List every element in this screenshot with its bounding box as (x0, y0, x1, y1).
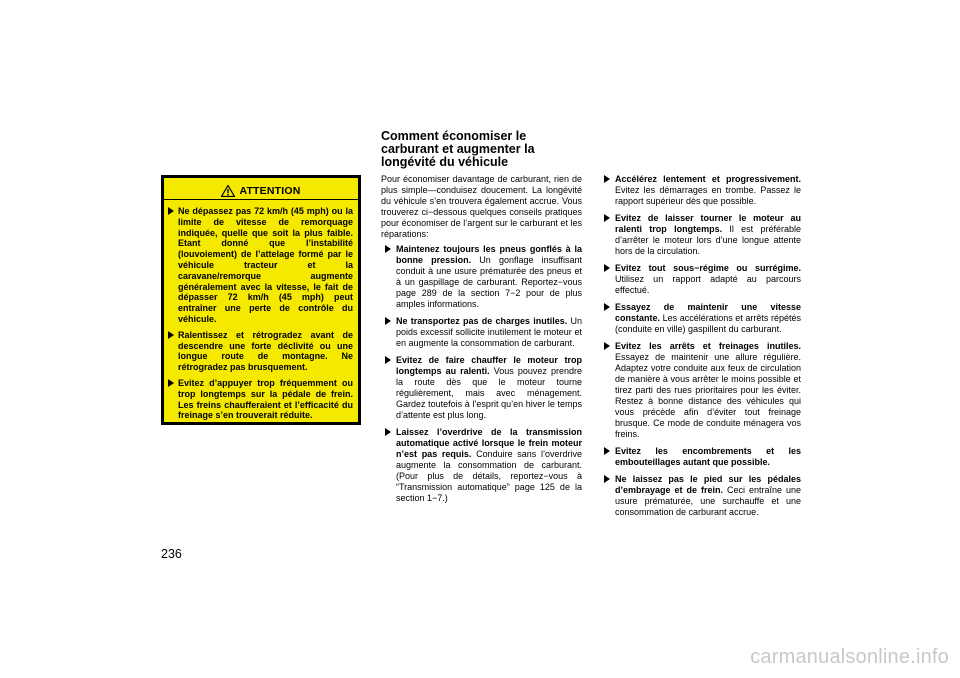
bullet-icon (168, 207, 174, 215)
warning-list (168, 206, 353, 421)
page-number: 236 (161, 547, 182, 561)
warning-header (164, 182, 358, 200)
warning-item: Evitez d’appuyer trop fréquemment ou trop longtemps sur la pédale de frein. Les freins chaufferaient et l’efficacité du freinage s’en trouverait réduite. (168, 378, 353, 421)
tip-item: Evitez de laisser tourner le moteur au ralenti trop longtemps. Il est préférable d’arrêter le moteur lors d’une longue attente hors de la circulation. (600, 213, 801, 257)
tip-item: Evitez les encombrements et les embouteillages autant que possible. (600, 446, 801, 468)
bullet-icon (604, 175, 610, 183)
bullet-icon (604, 342, 610, 350)
intro-paragraph: Pour économiser davantage de carburant, rien de plus simple—conduisez doucement. La longévité du véhicule s’en trouvera également accrue. Vous trouverez ci−dessous quelques conseils pratiques pour économiser de l’argent sur le carburant et les réparations: (381, 174, 582, 239)
bullet-icon (168, 379, 174, 387)
bullet-icon (385, 245, 391, 253)
site-watermark: carmanualsonline.info (750, 646, 949, 668)
warning-title: ATTENTION (239, 184, 301, 197)
tip-item: Essayez de maintenir une vitesse constante. Les accélérations et arrêts répétés (conduite en ville) gaspillent du carburant. (600, 302, 801, 335)
warning-item: Ne dépassez pas 72 km/h (45 mph) ou la limite de vitesse de remorquage indiquée, quelle que soit la plus faible. Etant donné que l’instabilité (louvoiement) de l’attelage formé par le véhicule tracteur et la caravane/remorque augmente généralement avec la vitesse, le fait de dépasser 72 km/h (45 mph) peut entraîner une perte de contrôle du véhicule. (168, 206, 353, 325)
warning-item: Ralentissez et rétrogradez avant de descendre une forte déclivité ou une longue route de montagne. Ne rétrogradez pas brusquement. (168, 330, 353, 373)
tip-item: Evitez de faire chauffer le moteur trop longtemps au ralenti. Vous pouvez prendre la route dès que le moteur tourne régulièrement, mais avec ménagement. Gardez toutefois à l’esprit qu’en hiver le temps d’attente est plus long. (381, 355, 582, 421)
tip-item: Ne transportez pas de charges inutiles. Un poids excessif sollicite inutilement le moteur et en augmente la consommation de carburant. (381, 316, 582, 349)
warning-box (161, 175, 361, 425)
warning-triangle-icon (221, 185, 235, 197)
bullet-icon (604, 264, 610, 272)
bullet-icon (385, 317, 391, 325)
bullet-icon (604, 447, 610, 455)
tip-item: Evitez les arrêts et freinages inutiles. Essayez de maintenir une allure régulière. Adaptez votre conduite aux feux de circulation de manière à vous arrêter le moins possible et tirez parti des rues prioritaires pour les éviter. Restez à bonne distance des véhicules qui vous précède afin d’éviter tout freinage brusque. Ce mode de conduite ménagera vos freins. (600, 341, 801, 440)
tip-item: Laissez l’overdrive de la transmission automatique activé lorsque le frein moteur n’est pas requis. Conduire sans l’overdrive augmente la consommation de carburant. (Pour plus de détails, reportez−vous à “Transmission automatique” page 125 de la section 1−7.) (381, 427, 582, 504)
bullet-icon (385, 428, 391, 436)
bullet-icon (385, 356, 391, 364)
tip-item: Accélérez lentement et progressivement. Evitez les démarrages en trombe. Passez le rapport supérieur dès que possible. (600, 174, 801, 207)
tip-item: Evitez tout sous−régime ou surrégime. Utilisez un rapport adapté au parcours effectué. (600, 263, 801, 296)
tip-item: Ne laissez pas le pied sur les pédales d’embrayage et de frein. Ceci entraîne une usure prématurée, une surchauffe et une consommation de carburant accrue. (600, 474, 801, 518)
section-title: Comment économiser le carburant et augmenter la longévité du véhicule (381, 129, 535, 169)
bullet-icon (168, 331, 174, 339)
bullet-icon (604, 475, 610, 483)
tip-item: Maintenez toujours les pneus gonflés à la bonne pression. Un gonflage insuffisant conduit à une usure prématurée des pneus et à un gaspillage de carburant. Reportez−vous page 289 de la section 7−2 pour de plus amples informations. (381, 244, 582, 310)
bullet-icon (604, 214, 610, 222)
right-column (600, 174, 801, 524)
warning-content (164, 178, 358, 422)
bullet-icon (604, 303, 610, 311)
middle-column (381, 174, 582, 510)
